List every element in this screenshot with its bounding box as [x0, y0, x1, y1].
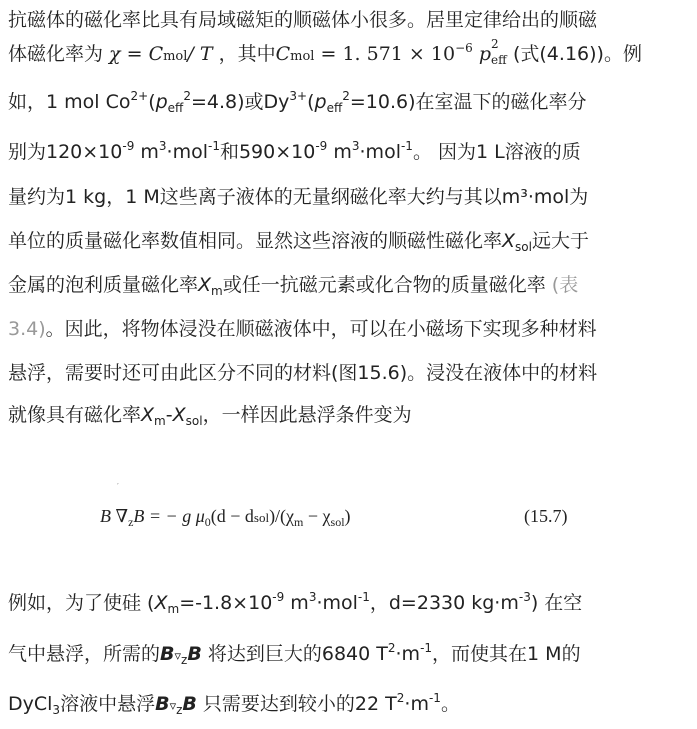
text-span: ，其中	[212, 43, 276, 65]
formula-part: sol	[330, 515, 345, 529]
formula-part: z	[128, 515, 134, 529]
text-span: 。 因为1 L溶液的质	[412, 141, 581, 163]
text-span: 。因此，将物体浸没在顺磁液体中，可以在小磁场下实现多种材料	[45, 318, 597, 340]
paragraph-line-3	[8, 88, 689, 116]
text-span: ·m	[395, 643, 421, 665]
text-span: 别为120×10	[8, 141, 123, 163]
text-span: m	[284, 592, 309, 614]
text-span: 远大于	[531, 230, 589, 252]
formula-part: B = − g μ	[133, 506, 205, 526]
text-span: ，而使其在1 M的	[432, 643, 581, 665]
text-span: ，d=2330 kg·m	[369, 592, 519, 614]
exponent: −6	[455, 41, 473, 55]
equation-number: (15.7)	[524, 506, 568, 526]
exponent: -1	[420, 641, 433, 655]
mol-subscript: mol	[290, 49, 315, 64]
text-span: (	[307, 91, 315, 113]
m-subscript: m	[154, 414, 166, 428]
formula-part: )/(χ	[269, 506, 295, 526]
X-symbol: X	[172, 404, 186, 426]
exponent: 3	[308, 590, 317, 604]
m-subscript: m	[167, 602, 180, 616]
exponent: 2	[396, 691, 405, 705]
text-span: 悬浮，需要时还可由此区分不同的材料(图15.6)。浸没在液体中的材料	[8, 362, 598, 384]
exponent: -9	[315, 139, 328, 153]
m-subscript: m	[211, 284, 223, 298]
table-reference-link[interactable]: 3.4)	[8, 318, 46, 340]
text-span: (	[148, 91, 156, 113]
text-span: 例如，为了使硅 (	[8, 592, 155, 614]
X-symbol: X	[198, 274, 212, 296]
text-span: 只需要达到较小的22 T	[196, 693, 397, 715]
T-symbol: / T	[187, 43, 213, 65]
paragraph-line-7	[8, 271, 689, 299]
paragraph-line-10	[8, 401, 689, 429]
text-span: =-1.8×10	[179, 592, 273, 614]
paragraph-line-9	[8, 359, 689, 387]
text-span: DyCl	[8, 693, 53, 715]
X-symbol: X	[141, 404, 155, 426]
p-symbol: p	[478, 43, 491, 65]
z-subscript: z	[176, 703, 183, 717]
exponent: -9	[272, 590, 285, 604]
equation-15-7	[100, 503, 600, 531]
text-span: 抗磁体的磁化率比具有局域磁矩的顺磁体小很多。居里定律给出的顺磁	[8, 9, 598, 31]
formula-part: m	[294, 515, 304, 529]
exponent: -1	[428, 691, 441, 705]
formula-part: (d − d	[210, 506, 254, 526]
charge: 3+	[289, 89, 308, 103]
subscript: 3	[52, 703, 61, 717]
text-span: ·mol	[316, 592, 358, 614]
exponent: -3	[518, 590, 531, 604]
chi-symbol: χ	[109, 43, 121, 65]
z-subscript: z	[181, 653, 188, 667]
text-span: 或任一抗磁元素或化合物的质量磁化率	[222, 274, 552, 296]
text-span: ·mol	[166, 141, 208, 163]
formula-part: B ∇	[100, 506, 129, 526]
eff-subscript: eff	[326, 101, 343, 115]
text-span: 。	[440, 693, 460, 715]
formula-part: sol	[253, 510, 270, 525]
text-span: ，一样因此悬浮条件变为	[202, 404, 412, 426]
text-span: =10.6)在室温下的磁化率分	[349, 91, 587, 113]
C-symbol: C	[148, 43, 164, 65]
paragraph-line-8	[8, 315, 689, 343]
text-span: m	[327, 141, 352, 163]
exponent: 2	[183, 89, 191, 103]
exponent: 2	[342, 89, 350, 103]
paragraph-line-13	[8, 690, 689, 721]
exponent: -1	[400, 139, 413, 153]
formula-part: − χ	[303, 506, 331, 526]
exponent: -9	[122, 139, 135, 153]
text-span: =	[120, 43, 149, 65]
text-span: ·mol	[359, 141, 401, 163]
paragraph-line-6	[8, 227, 689, 255]
text-span: 单位的质量磁化率数值相同。显然这些溶液的顺磁性磁化率	[8, 230, 503, 252]
paragraph-line-11	[8, 589, 689, 617]
exponent: 3	[158, 139, 167, 153]
paragraph-line-5	[8, 183, 689, 211]
sol-subscript: sol	[515, 240, 532, 254]
sol-subscript: sol	[185, 414, 203, 428]
text-span: 和590×10	[219, 141, 316, 163]
p-symbol: p	[155, 91, 168, 113]
text-span: m	[134, 141, 159, 163]
charge: 2+	[130, 89, 149, 103]
text-span: 将达到巨大的6840 T	[201, 643, 388, 665]
text-span: 气中悬浮，所需的	[8, 643, 161, 665]
formula-part: 0	[204, 515, 211, 529]
text-span: 就像具有磁化率	[8, 404, 142, 426]
exponent: 2	[387, 641, 396, 655]
X-symbol: X	[154, 592, 168, 614]
text-span: 如，1 mol Co	[8, 91, 131, 113]
exponent: 3	[351, 139, 360, 153]
X-symbol: X	[502, 230, 516, 252]
B-symbol: B	[182, 693, 197, 715]
stray-mark: ′	[117, 482, 119, 491]
formula-part: )	[344, 506, 351, 526]
B-symbol: B	[155, 693, 170, 715]
B-symbol: B	[187, 643, 202, 665]
text-span: =4.8)或Dy	[190, 91, 290, 113]
paragraph-line-1	[8, 6, 689, 34]
paragraph-line-12	[8, 640, 689, 671]
C-symbol: C	[275, 43, 291, 65]
mol-subscript: mol	[163, 49, 188, 64]
text-span: = 1. 571 × 10	[314, 43, 456, 65]
eff-subscript: eff	[167, 101, 184, 115]
text-span: (式(4.16))。例	[512, 43, 642, 65]
table-reference-link[interactable]: (表	[551, 274, 579, 296]
text-span: 金属的泡利质量磁化率	[8, 274, 199, 296]
paragraph-line-2: 体磁化率为 χ = Cmol/ T ，其中Cmol = 1. $571 \times 10^{-6}$ p 2 eff (式(4.16))。例	[8, 37, 642, 67]
text-span: 量约为1 kg，1 M这些离子液体的无量纲磁化率大约与其以m³·mol为	[8, 186, 589, 208]
exponent: -1	[208, 139, 220, 153]
text-span: 体磁化率为	[8, 43, 110, 65]
paragraph-line-4	[8, 138, 689, 166]
nabla-symbol: ▿	[174, 649, 182, 664]
text-span: ·m	[404, 693, 429, 715]
text-span: ) 在空	[530, 592, 583, 614]
text-span: -	[165, 404, 173, 426]
exponent: -1	[357, 590, 370, 604]
B-symbol: B	[160, 643, 175, 665]
text-span: 溶液中悬浮	[60, 693, 156, 715]
p-symbol: p	[314, 91, 327, 113]
nabla-symbol: ▿	[169, 699, 177, 714]
